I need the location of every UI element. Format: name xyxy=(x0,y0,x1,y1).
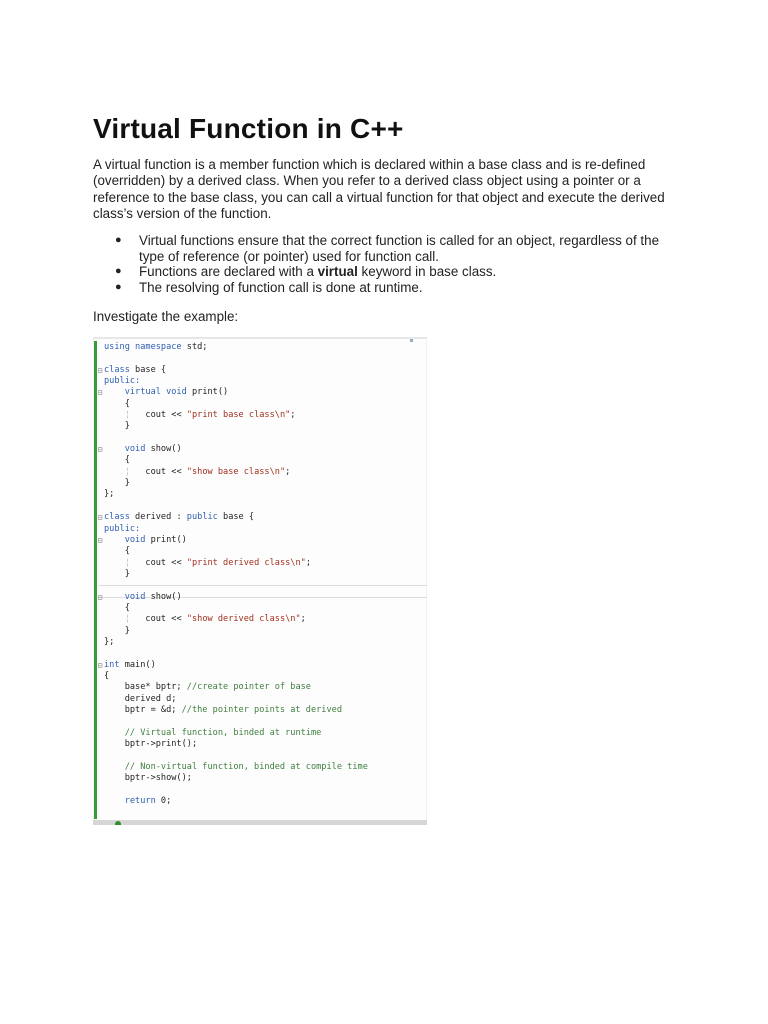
code-text: 0; xyxy=(155,795,172,806)
code-text: { xyxy=(104,670,110,681)
code-text: } xyxy=(104,421,130,432)
code-text xyxy=(104,762,125,772)
code-text: } xyxy=(104,568,130,579)
code-line xyxy=(93,728,368,739)
code-keyword: public xyxy=(186,512,218,523)
code-text: derived : xyxy=(129,512,187,523)
code-line xyxy=(93,716,368,727)
list-item xyxy=(93,264,683,280)
code-text: show() xyxy=(145,444,182,455)
code-line xyxy=(93,592,368,603)
code-text: } xyxy=(104,625,130,636)
code-keyword: virtual void xyxy=(104,387,187,398)
code-text: }; xyxy=(104,636,115,647)
code-line xyxy=(93,410,368,421)
code-comment: // Virtual function, binded at runtime xyxy=(124,727,322,738)
code-text: derived d; xyxy=(104,693,177,704)
bullet-icon: ● xyxy=(115,234,122,246)
code-string: "show base class\n" xyxy=(186,466,286,477)
code-text xyxy=(104,614,125,624)
code-text xyxy=(104,558,125,568)
code-string: "print derived class\n" xyxy=(186,557,306,568)
code-keyword: public: xyxy=(104,523,141,534)
code-keyword: public: xyxy=(104,376,141,387)
collapse-toggle-icon[interactable]: ⊟ xyxy=(97,660,103,670)
code-comment: // Non-virtual function, binded at compile time xyxy=(124,761,368,772)
code-line xyxy=(93,773,368,784)
collapse-toggle-icon[interactable]: ⊟ xyxy=(97,535,103,545)
code-text: ; xyxy=(300,614,306,625)
code-text: bptr->show(); xyxy=(104,773,192,784)
code-line xyxy=(93,433,368,444)
code-text: cout << xyxy=(129,410,187,421)
list-item xyxy=(93,233,683,264)
editor-top-marker xyxy=(410,339,413,342)
code-keyword: int xyxy=(104,659,120,670)
code-text: ; xyxy=(305,557,311,568)
code-keyword: void xyxy=(104,534,146,545)
code-line xyxy=(93,421,368,432)
code-text xyxy=(104,410,125,420)
code-line xyxy=(93,682,368,693)
code-text: ; xyxy=(290,410,296,421)
collapse-toggle-icon[interactable]: ⊟ xyxy=(97,592,103,602)
code-text: }; xyxy=(104,489,115,500)
collapse-toggle-icon[interactable]: ⊟ xyxy=(97,365,103,375)
code-line xyxy=(93,762,368,773)
code-line xyxy=(93,387,368,398)
indent-guide: ¦ xyxy=(124,466,130,477)
code-keyword: using namespace xyxy=(104,342,182,352)
code-text: print() xyxy=(186,387,229,398)
code-block xyxy=(93,342,368,807)
code-keyword: class xyxy=(104,512,130,523)
code-text: { xyxy=(104,455,130,466)
code-line xyxy=(93,353,368,364)
example-label: Investigate the example: xyxy=(93,309,239,324)
code-text: bptr = &d; xyxy=(104,705,182,715)
code-keyword: void xyxy=(104,591,146,602)
code-text: std; xyxy=(181,342,208,352)
code-text: base { xyxy=(129,364,167,375)
code-text: } xyxy=(104,478,130,489)
code-line xyxy=(93,705,368,716)
code-text: base* bptr; xyxy=(104,682,187,693)
code-line xyxy=(93,501,368,512)
code-line xyxy=(93,739,368,750)
code-line xyxy=(93,626,368,637)
code-comment: //the pointer points at derived xyxy=(181,705,342,715)
code-line xyxy=(93,535,368,546)
code-line xyxy=(93,558,368,569)
code-line xyxy=(93,694,368,705)
code-text xyxy=(104,728,125,738)
code-line xyxy=(93,489,368,500)
code-line xyxy=(93,660,368,671)
code-text: bptr->print(); xyxy=(104,739,198,750)
code-line xyxy=(93,478,368,489)
code-keyword: class xyxy=(104,364,130,375)
page-title: Virtual Function in C++ xyxy=(93,113,404,144)
code-line xyxy=(93,467,368,478)
bullet-bold-keyword: virtual xyxy=(317,264,358,280)
code-line xyxy=(93,796,368,807)
code-screenshot xyxy=(93,337,427,825)
code-text: base { xyxy=(217,512,255,523)
status-indicator-icon xyxy=(115,821,121,825)
indent-guide: ¦ xyxy=(124,410,130,421)
bullet-text-before: Functions are declared with a xyxy=(139,264,318,280)
code-keyword: return xyxy=(124,795,156,806)
code-text: print() xyxy=(145,534,187,545)
code-line xyxy=(93,524,368,535)
code-text: cout << xyxy=(129,557,187,568)
code-line xyxy=(93,784,368,795)
editor-top-border xyxy=(93,337,427,339)
bullet-text: The resolving of function call is done at runtime. xyxy=(139,280,423,296)
collapse-toggle-icon[interactable]: ⊟ xyxy=(97,445,103,455)
code-line xyxy=(93,455,368,466)
code-text xyxy=(104,796,125,806)
code-line xyxy=(93,603,368,614)
code-string: "print base class\n" xyxy=(186,410,291,421)
code-line xyxy=(93,365,368,376)
code-line xyxy=(93,569,368,580)
code-line xyxy=(93,546,368,557)
code-text: ; xyxy=(285,466,291,477)
code-line xyxy=(93,648,368,659)
intro-paragraph: A virtual function is a member function which is declared within a base class and is re-defined (overridden) by a derived class. When you refer to a derived class object using a pointer or a reference to the base class, you can call a virtual function for that object and execute the derived class’s version of the function. xyxy=(93,157,665,221)
code-line xyxy=(93,750,368,761)
collapse-toggle-icon[interactable]: ⊟ xyxy=(97,388,103,398)
code-line xyxy=(93,580,368,591)
editor-status-strip xyxy=(93,820,427,825)
code-text: { xyxy=(104,602,130,613)
list-item xyxy=(93,280,683,296)
bullet-text: Virtual functions ensure that the correct function is called for an object, regardless of the type of reference (or pointer) used for function call. xyxy=(139,233,660,264)
code-line xyxy=(93,614,368,625)
indent-guide: ¦ xyxy=(124,557,130,568)
code-line xyxy=(93,444,368,455)
indent-guide: ¦ xyxy=(124,614,130,625)
code-line xyxy=(93,671,368,682)
code-line xyxy=(93,342,368,353)
code-line xyxy=(93,376,368,387)
code-text: show() xyxy=(145,591,182,602)
code-text: cout << xyxy=(129,466,187,477)
code-text: main() xyxy=(119,659,156,670)
code-line xyxy=(93,637,368,648)
code-text xyxy=(104,467,125,477)
bullet-icon: ● xyxy=(115,281,122,294)
code-keyword: void xyxy=(104,444,146,455)
code-line xyxy=(93,512,368,523)
collapse-toggle-icon[interactable]: ⊟ xyxy=(97,513,103,523)
bullet-list xyxy=(93,233,683,296)
bullet-icon: ● xyxy=(115,265,122,278)
code-comment: //create pointer of base xyxy=(186,682,311,693)
code-text: { xyxy=(104,546,130,557)
code-text: { xyxy=(104,398,130,409)
bullet-text-after: keyword in base class. xyxy=(357,264,497,280)
code-string: "show derived class\n" xyxy=(186,614,301,625)
code-text: cout << xyxy=(129,614,187,625)
code-line xyxy=(93,399,368,410)
